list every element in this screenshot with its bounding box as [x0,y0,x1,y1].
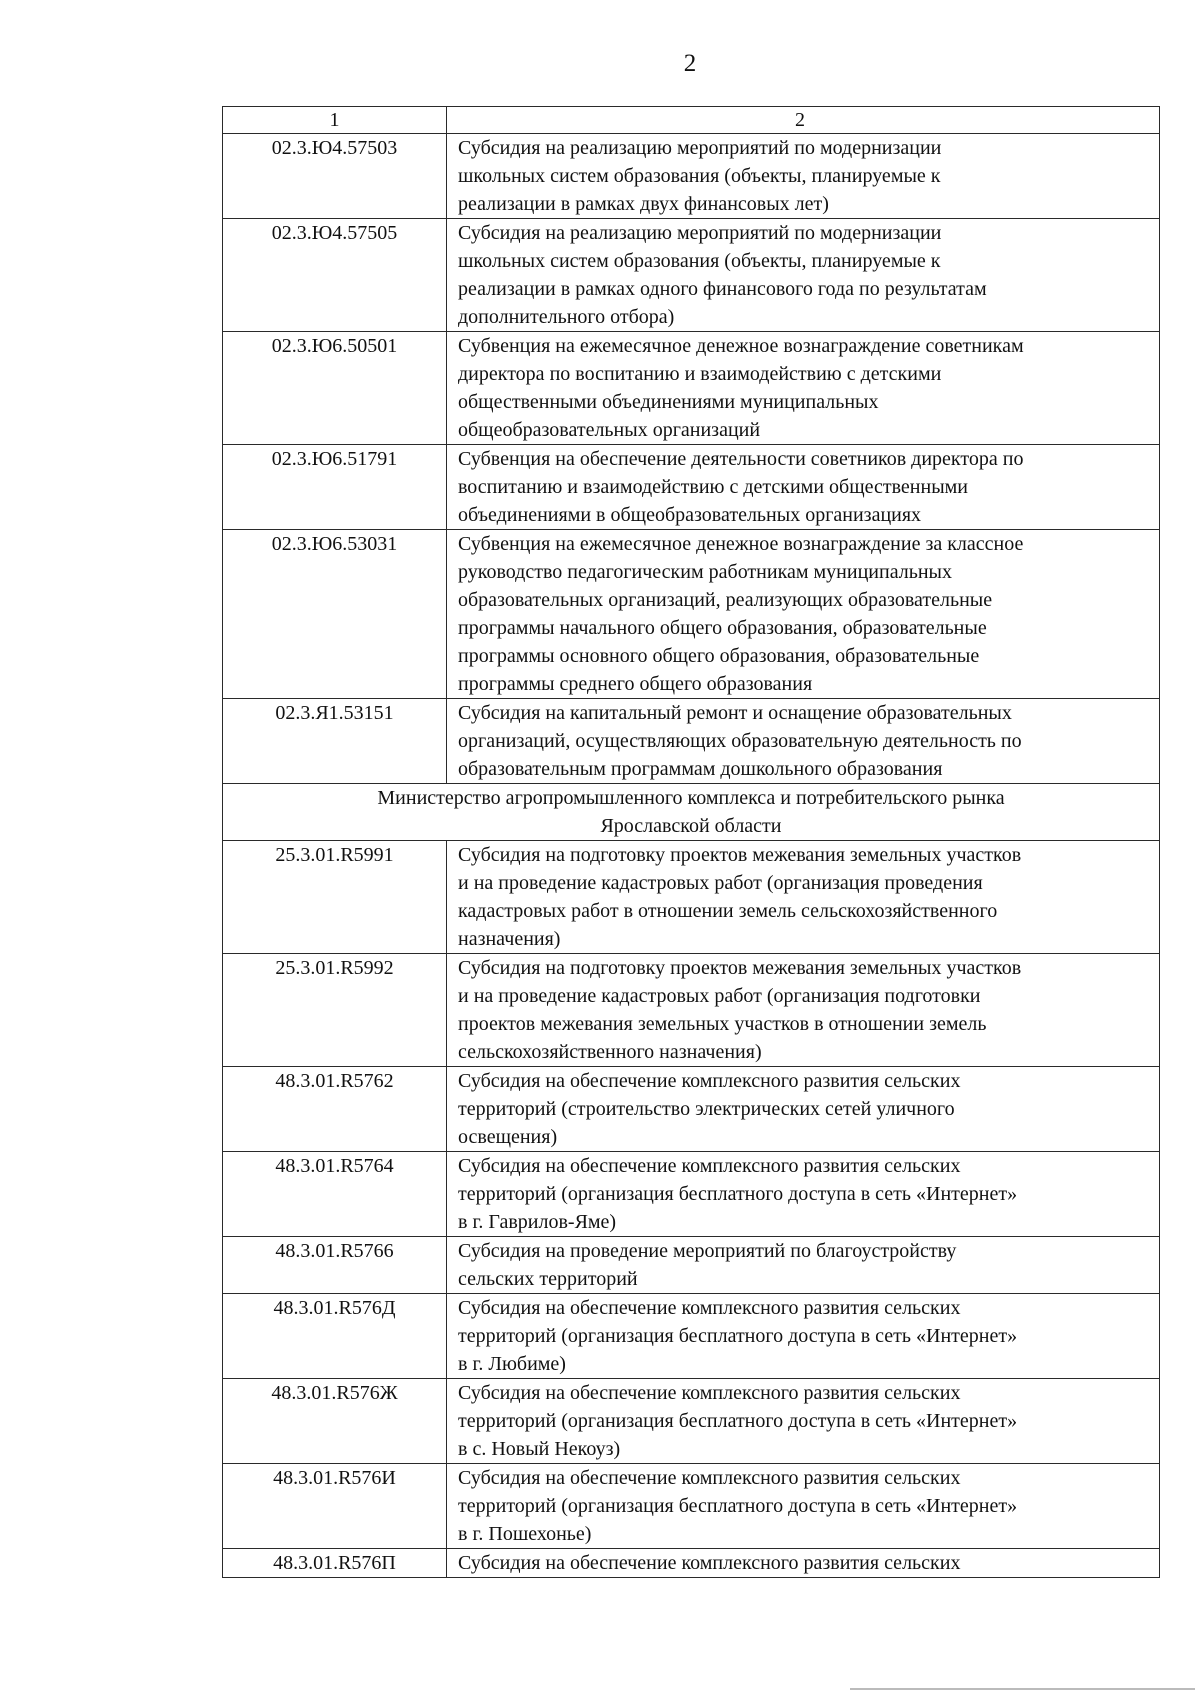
description-line: Субсидия на обеспечение комплексного развития сельских [458,1552,961,1574]
table-row [223,219,1160,332]
description-cell [447,530,1160,699]
description-cell [447,1549,1160,1578]
budget-codes-table [222,106,1160,1578]
budget-code-cell: 48.3.01.R5766 [223,1237,447,1294]
budget-code-cell: 25.3.01.R5991 [223,841,447,954]
description-line: директора по воспитанию и взаимодействию с детскими [458,363,942,385]
description-line: территорий (строительство электрических сетей уличного [458,1098,955,1120]
budget-code-cell: 48.3.01.R576Д [223,1294,447,1379]
description-line: школьных систем образования (объекты, планируемые к [458,165,941,187]
table-row [223,954,1160,1067]
section-heading-cell [223,784,1160,841]
description-cell [447,445,1160,530]
description-line: Субсидия на подготовку проектов межевания земельных участков [458,957,1022,979]
description-line: общественными объединениями муниципальных [458,391,879,413]
description-line: освещения) [458,1126,558,1148]
description-line: в г. Пошехонье) [458,1523,592,1545]
description-line: Субсидия на реализацию мероприятий по модернизации [458,137,942,159]
table-row [223,1237,1160,1294]
description-line: Субсидия на обеспечение комплексного развития сельских [458,1155,961,1177]
budget-code-cell: 02.3.Ю4.57503 [223,134,447,219]
page-number: 2 [683,50,697,77]
budget-code-cell: 25.3.01.R5992 [223,954,447,1067]
table-row [223,1464,1160,1549]
column-header-1: 1 [223,107,447,134]
table-row [223,1294,1160,1379]
table-row [223,134,1160,219]
description-line: программы начального общего образования, образовательные [458,617,987,639]
description-line: реализации в рамках двух финансовых лет) [458,193,829,215]
section-heading-line: Министерство агропромышленного комплекса и потребительского рынка [377,787,1005,809]
description-cell [447,1379,1160,1464]
description-line: Субсидия на проведение мероприятий по благоустройству [458,1240,957,1262]
description-line: программы основного общего образования, образовательные [458,645,980,667]
description-line: дополнительного отбора) [458,306,675,328]
description-line: руководство педагогическим работникам муниципальных [458,561,952,583]
description-cell [447,1464,1160,1549]
description-line: территорий (организация бесплатного доступа в сеть «Интернет» [458,1410,1018,1432]
description-line: Субсидия на обеспечение комплексного развития сельских [458,1297,961,1319]
description-cell [447,332,1160,445]
description-line: Субсидия на обеспечение комплексного развития сельских [458,1070,961,1092]
description-line: территорий (организация бесплатного доступа в сеть «Интернет» [458,1495,1018,1517]
table-header-row [223,107,1160,134]
table-row [223,699,1160,784]
description-line: в с. Новый Некоуз) [458,1438,621,1460]
table-row [223,530,1160,699]
budget-code-cell: 02.3.Ю4.57505 [223,219,447,332]
column-header-2: 2 [447,107,1160,134]
description-cell [447,219,1160,332]
description-line: программы среднего общего образования [458,673,813,695]
description-line: территорий (организация бесплатного доступа в сеть «Интернет» [458,1183,1018,1205]
table-row [223,1067,1160,1152]
description-line: в г. Любиме) [458,1353,566,1375]
description-cell [447,699,1160,784]
description-line: Субвенция на ежемесячное денежное вознаграждение советникам [458,335,1024,357]
description-line: и на проведение кадастровых работ (организация подготовки [458,985,981,1007]
description-line: назначения) [458,928,561,950]
budget-code-cell: 48.3.01.R5762 [223,1067,447,1152]
description-cell [447,1152,1160,1237]
table-row [223,841,1160,954]
description-cell [447,1067,1160,1152]
table-row [223,1549,1160,1578]
description-line: образовательным программам дошкольного образования [458,758,943,780]
description-line: школьных систем образования (объекты, планируемые к [458,250,941,272]
description-line: в г. Гаврилов-Яме) [458,1211,617,1233]
table-row [223,1379,1160,1464]
description-line: образовательных организаций, реализующих образовательные [458,589,993,611]
description-line: Субвенция на обеспечение деятельности советников директора по [458,448,1024,470]
description-line: организаций, осуществляющих образовательную деятельность по [458,730,1022,752]
section-row [223,784,1160,841]
budget-code-cell: 02.3.Ю6.53031 [223,530,447,699]
description-line: Субвенция на ежемесячное денежное вознаграждение за классное [458,533,1024,555]
section-heading-line: Ярославской области [600,815,782,837]
description-cell [447,1294,1160,1379]
budget-code-cell: 02.3.Ю6.51791 [223,445,447,530]
description-line: объединениями в общеобразовательных организациях [458,504,922,526]
table-row [223,332,1160,445]
description-line: общеобразовательных организаций [458,419,761,441]
budget-code-cell: 02.3.Ю6.50501 [223,332,447,445]
budget-code-cell: 48.3.01.R576И [223,1464,447,1549]
description-line: Субсидия на обеспечение комплексного развития сельских [458,1467,961,1489]
description-line: Субсидия на подготовку проектов межевания земельных участков [458,844,1022,866]
description-cell [447,134,1160,219]
table-row [223,1152,1160,1237]
description-cell [447,954,1160,1067]
description-line: проектов межевания земельных участков в отношении земель [458,1013,987,1035]
description-line: сельскохозяйственного назначения) [458,1041,762,1063]
budget-code-cell: 48.3.01.R576П [223,1549,447,1578]
description-line: кадастровых работ в отношении земель сельскохозяйственного [458,900,998,922]
description-line: Субсидия на капитальный ремонт и оснащение образовательных [458,702,1012,724]
description-line: реализации в рамках одного финансового года по результатам [458,278,987,300]
budget-code-cell: 48.3.01.R5764 [223,1152,447,1237]
table-row [223,445,1160,530]
description-line: Субсидия на реализацию мероприятий по модернизации [458,222,942,244]
description-line: сельских территорий [458,1268,638,1290]
description-cell [447,1237,1160,1294]
budget-code-cell: 48.3.01.R576Ж [223,1379,447,1464]
scan-edge-line [850,1688,1195,1690]
description-line: и на проведение кадастровых работ (организация проведения [458,872,983,894]
description-line: территорий (организация бесплатного доступа в сеть «Интернет» [458,1325,1018,1347]
description-cell [447,841,1160,954]
budget-code-cell: 02.3.Я1.53151 [223,699,447,784]
description-line: Субсидия на обеспечение комплексного развития сельских [458,1382,961,1404]
description-line: воспитанию и взаимодействию с детскими общественными [458,476,969,498]
